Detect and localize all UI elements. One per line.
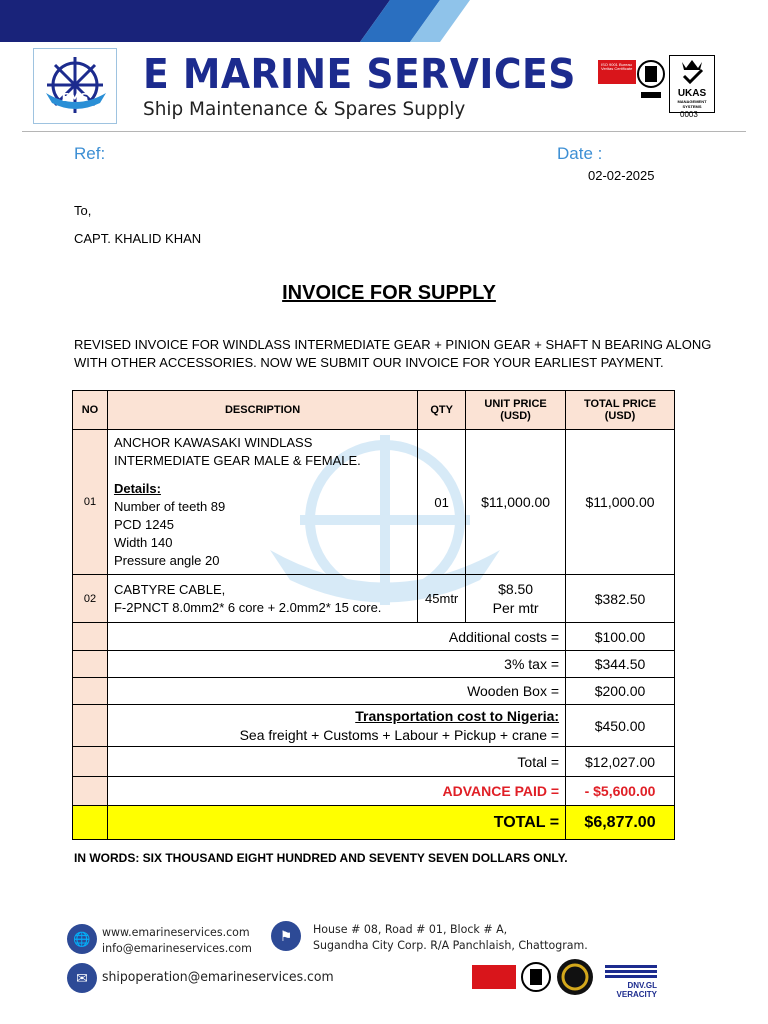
row-no: 02 (73, 575, 108, 623)
row-description (107, 430, 417, 575)
item-description-line: CABTYRE CABLE, (113, 581, 226, 597)
header-band (0, 0, 768, 42)
item-description: ANCHOR KAWASAKI WINDLASS INTERMEDIATE GEAR MALE & FEMALE. (113, 435, 361, 468)
transport-label (107, 705, 565, 747)
footer-contact (102, 924, 252, 956)
advance-value: - $5,600.00 (566, 777, 675, 806)
iso-cert-badge: ISO 9001 Bureau Veritas Certificate (598, 60, 636, 84)
col-header-unit-price: UNIT PRICE (USD) (466, 391, 566, 430)
ukas-badge (669, 55, 715, 113)
transport-title: Transportation cost to Nigeria: (355, 707, 560, 724)
grand-total-label: TOTAL = (107, 806, 565, 840)
transport-value: $450.00 (566, 705, 675, 747)
footer-bv-seal-icon (520, 960, 552, 994)
grand-total-value: $6,877.00 (566, 806, 675, 840)
col-header-description: DESCRIPTION (107, 391, 417, 430)
transport-row (73, 705, 675, 747)
summary-label: Additional costs = (107, 623, 565, 651)
summary-label: 3% tax = (107, 651, 565, 678)
row-description (107, 575, 417, 623)
company-logo (33, 48, 117, 124)
detail-line: Pressure angle 20 (113, 553, 220, 568)
ref-label: Ref: (74, 144, 106, 163)
amount-in-words: IN WORDS: SIX THOUSAND EIGHT HUNDRED AND SEVENTY SEVEN DOLLARS ONLY. (74, 851, 568, 865)
summary-row (73, 651, 675, 678)
recipient-name: CAPT. KHALID KHAN (74, 231, 202, 246)
invoice-table (72, 390, 675, 840)
advance-label: ADVANCE PAID = (107, 777, 565, 806)
unit-price-unit: Per mtr (492, 599, 539, 616)
address-line: Sugandha City Corp. R/A Panchlaish, Chattogram. (313, 938, 588, 952)
veracity-label: VERACITY (616, 990, 657, 999)
operations-email-link[interactable]: shipoperation@emarineservices.com (102, 970, 334, 985)
ukas-number: 0003 (680, 110, 698, 119)
details-label: Details: (113, 481, 161, 496)
date-label: Date : (557, 144, 603, 163)
table-row (73, 575, 675, 623)
total-label: Total = (107, 747, 565, 777)
row-qty: 45mtr (418, 575, 466, 623)
summary-row (73, 678, 675, 705)
company-name: E MARINE SERVICES (143, 50, 576, 98)
globe-icon: 🌐 (67, 924, 97, 954)
table-row (73, 430, 675, 575)
ukas-sublabel: MANAGEMENT SYSTEMS (677, 99, 707, 109)
row-total-price: $11,000.00 (566, 430, 675, 575)
row-no: 01 (73, 430, 108, 575)
row-total-price: $382.50 (566, 575, 675, 623)
logo-text: EMS (61, 91, 89, 104)
row-unit-price (466, 575, 566, 623)
date-value: 02-02-2025 (588, 168, 655, 183)
unit-price-value: $8.50 (498, 580, 534, 597)
to-label: To, (74, 203, 92, 218)
ukas-label: UKAS (677, 88, 707, 99)
footer-address (313, 921, 588, 953)
dnv-badge (605, 965, 657, 999)
advance-row (73, 777, 675, 806)
table-header-row (73, 391, 675, 430)
detail-line: Number of teeth 89 (113, 499, 226, 514)
location-pin-icon: ⚑ (271, 921, 301, 951)
website-link[interactable]: www.emarineservices.com (102, 925, 250, 939)
total-row (73, 747, 675, 777)
bureau-veritas-seal-icon (636, 56, 666, 106)
crown-check-icon (674, 56, 710, 86)
address-line: House # 08, Road # 01, Block # A, (313, 922, 508, 936)
detail-line: Width 140 (113, 535, 173, 550)
col-header-qty: QTY (418, 391, 466, 430)
summary-row (73, 623, 675, 651)
transport-breakdown: Sea freight + Customs + Labour + Pickup + crane = (239, 726, 560, 743)
row-qty: 01 (418, 430, 466, 575)
summary-value: $200.00 (566, 678, 675, 705)
grand-total-row (73, 806, 675, 840)
intro-paragraph: REVISED INVOICE FOR WINDLASS INTERMEDIATE GEAR + PINION GEAR + SHAFT N BEARING ALONG WITH OTHER ACCESSORIES. NOW WE SUBMIT OUR INVOICE FOR YOUR EARLIEST PAYMENT. (74, 337, 712, 370)
detail-line: PCD 1245 (113, 517, 174, 532)
header-divider (22, 131, 746, 132)
col-header-no: NO (73, 391, 108, 430)
footer-iso-badge (472, 965, 516, 989)
email-icon: ✉ (67, 963, 97, 993)
row-unit-price: $11,000.00 (466, 430, 566, 575)
summary-value: $100.00 (566, 623, 675, 651)
summary-value: $344.50 (566, 651, 675, 678)
document-title: INVOICE FOR SUPPLY (282, 282, 496, 304)
item-description-line: F-2PNCT 8.0mm2* 6 core + 2.0mm2* 15 core. (113, 599, 382, 615)
footer-gold-seal-icon (556, 958, 594, 996)
total-value: $12,027.00 (566, 747, 675, 777)
summary-label: Wooden Box = (107, 678, 565, 705)
info-email-link[interactable]: info@emarineservices.com (102, 941, 252, 955)
company-tagline: Ship Maintenance & Spares Supply (143, 98, 466, 120)
dnv-label: DNV.GL (627, 981, 657, 990)
col-header-total-price: TOTAL PRICE (USD) (566, 391, 675, 430)
